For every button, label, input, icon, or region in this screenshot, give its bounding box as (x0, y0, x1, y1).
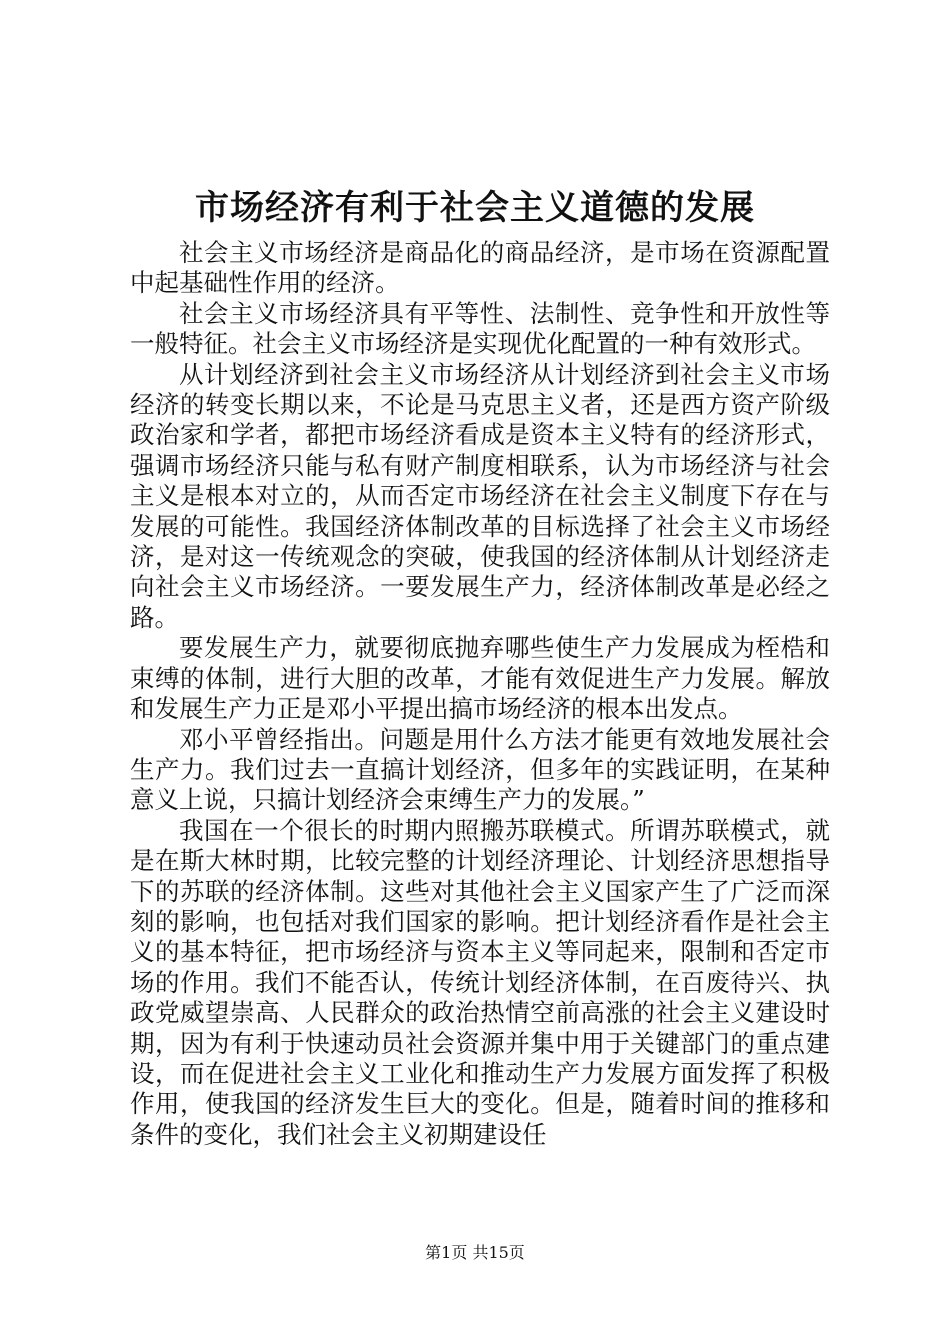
paragraph: 社会主义市场经济是商品化的商品经济，是市场在资源配置中起基础性作用的经济。 (130, 238, 830, 298)
paragraph: 邓小平曾经指出。问题是用什么方法才能更有效地发展社会生产力。我们过去一直搞计划经济，但多年的实践证明，在某种意义上说，只搞计划经济会束缚生产力的发展。” (130, 724, 830, 815)
page-footer: 第1页 共15页 (425, 1243, 525, 1262)
paragraph: 要发展生产力，就要彻底抛弃哪些使生产力发展成为桎梏和束缚的体制，进行大胆的改革，才能有效促进生产力发展。解放和发展生产力正是邓小平提出搞市场经济的根本出发点。 (130, 633, 830, 724)
paragraph: 从计划经济到社会主义市场经济从计划经济到社会主义市场经济的转变长期以来，不论是马克思主义者，还是西方资产阶级政治家和学者，都把市场经济看成是资本主义特有的经济形式，强调市场经济只能与私有财产制度相联系，认为市场经济与社会主义是根本对立的，从而否定市场经济在社会主义制度下存在与发展的可能性。我国经济体制改革的目标选择了社会主义市场经济，是对这一传统观念的突破，使我国的经济体制从计划经济走向社会主义市场经济。一要发展生产力，经济体制改革是必经之路。 (130, 359, 830, 632)
paragraph: 我国在一个很长的时期内照搬苏联模式。所谓苏联模式，就是在斯大林时期，比较完整的计划经济理论、计划经济思想指导下的苏联的经济体制。这些对其他社会主义国家产生了广泛而深刻的影响，也包括对我们国家的影响。把计划经济看作是社会主义的基本特征，把市场经济与资本主义等同起来，限制和否定市场的作用。我们不能否认，传统计划经济体制，在百废待兴、执政党威望崇高、人民群众的政治热情空前高涨的社会主义建设时期，因为有利于快速动员社会资源并集中用于关键部门的重点建设，而在促进社会主义工业化和推动生产力发展方面发挥了积极作用，使我国的经济发生巨大的变化。但是，随着时间的推移和条件的变化，我们社会主义初期建设任 (130, 815, 830, 1149)
paragraph: 社会主义市场经济具有平等性、法制性、竞争性和开放性等一般特征。社会主义市场经济是实现优化配置的一种有效形式。 (130, 298, 830, 359)
document-title: 市场经济有利于社会主义道德的发展 (195, 188, 755, 228)
document-body (130, 238, 830, 1150)
